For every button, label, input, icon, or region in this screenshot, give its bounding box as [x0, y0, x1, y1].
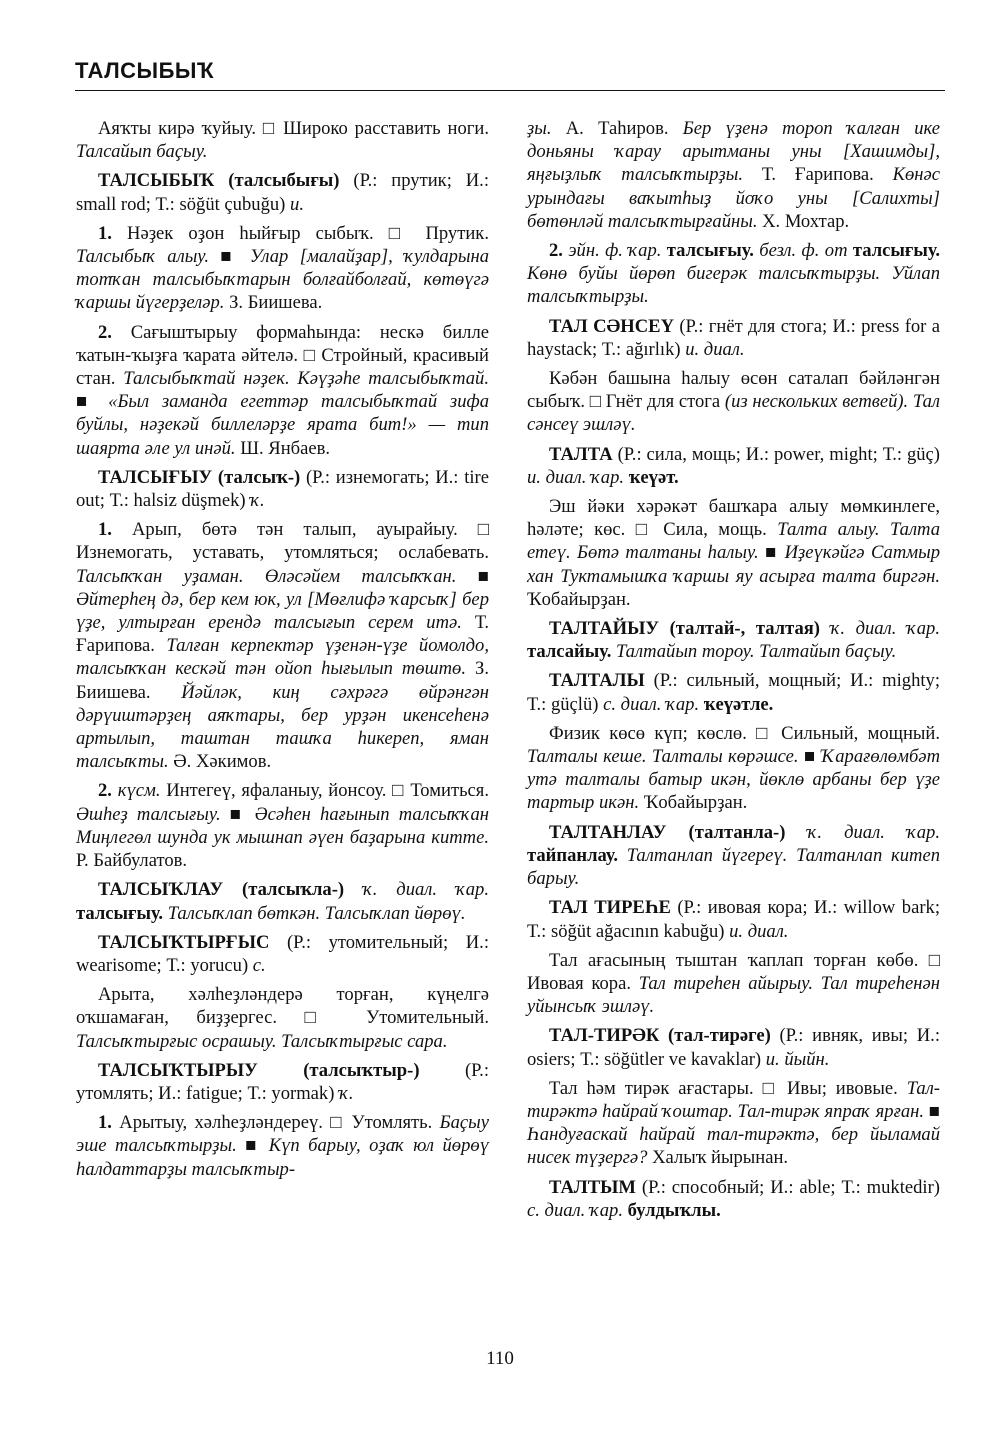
right-column-entry: ТАЛТАЛЫ (Р.: сильный, мощный; И.: mighty; Т.: güçlü) с. диал. ҡар. ҡеүәтле.: [527, 670, 940, 715]
left-column-entry: 1. Нәҙек оҙон һыйғыр сыбыҡ. □ Прутик. Талсыбыҡ алыу. ■ Улар [малайҙар], ҡулдарына тотҡан талсыбыҡтарын болғайболғай, көтөүгә ҡаршы йүгерҙеләр. З. Биишева.: [76, 222, 489, 314]
left-column: [76, 117, 489, 1187]
left-column-entry: ТАЛСЫҠТЫРЫУ (талсыҡтыр-) (Р.: утомлять; И.: fatigue; Т.: yormak) ҡ.: [76, 1059, 489, 1104]
right-column-entry: ТАЛ-ТИРӘК (тал-тирәге) (Р.: ивняк, ивы; И.: osiers; Т.: söğütler ve kavaklar) и. йыйн.: [527, 1025, 940, 1070]
left-column-entry: 1. Арытыу, хәлһеҙләндереү. □ Утомлять. Баҫыу эше талсыҡтырҙы. ■ Күп барыу, оҙаҡ юл йөрөү һалдаттарҙы талсыҡтыр-: [76, 1112, 489, 1180]
right-column-entry: ТАЛТА (Р.: сила, мощь; И.: power, might; Т.: güç) и. диал. ҡар. ҡеүәт.: [527, 443, 940, 488]
running-header: [75, 58, 945, 91]
left-column-entry: 1. Арып, бөтә тән талып, ауырайыу. □ Изнемогать, уставать, утомляться; ослабевать. Талсыҡҡан уҙаман. Өләсәйем талсыҡҡан. ■ Әйтерһең дә, бер кем юк, ул [Мөғлифә ҡарсыҡ] бер үҙе, ултырған ерендә талсығып серем итә. Т. Ғарипова. Талған керпектәр үҙенән-үҙе йомолдо, талсыҡҡан кескәй тән ойоп һығылып төштө. З. Биишева. Йәйләк, киң сәхрәгә өйрәнгән дәрүиштәрҙең аяҡтары, бер урҙән икенсеһенә артылып, таштан ташҡа һикереп, яман талсыҡты. Ә. Хәкимов.: [76, 519, 489, 773]
left-column-entry: ТАЛСЫБЫҠ (талсыбығы) (Р.: прутик; И.: small rod; Т.: söğüt çubuğu) и.: [76, 170, 489, 215]
left-column-entry: Арыта, хәлһеҙләндерә торған, күңелгә оҡшамаған, биҙҙергес. □ Утомительный. Талсыҡтырғыс осрашыу. Талсыҡтырғыс сара.: [76, 984, 489, 1052]
left-column-entry: 2. күсм. Интегеү, яфаланыу, йонсоу. □ Томиться. Әшһеҙ талсығыу. ■ Әсәһен һағынып талсыҡҡан Миңлегөл шунда ук мышнап әүен баҙарына китте. Р. Байбулатов.: [76, 780, 490, 872]
right-column-entry: 2. эйн. ф. ҡар. талсығыу. безл. ф. от талсығыу. Көнө буйы йөрөп бигерәк талсыҡтырҙы. Уйлап талсыҡтырҙы.: [527, 240, 940, 308]
left-column-entry: ТАЛСЫҠТЫРҒЫС (Р.: утомительный; И.: wearisome; Т.: yorucu) с.: [76, 931, 489, 976]
left-column-entry: 2. Сағыштырыу формаһында: нескә билле ҡатын-ҡыҙға ҡарата әйтелә. □ Стройный, красивый стан. Талсыбыҡтай нәҙек. Кәүҙәһе талсыбыҡтай. ■ «Был заманда егеттәр талсыбыҡтай зифа буйлы, нәҙекәй биллеләрҙе ярата бит!» — тип шаярта әле ул инәй. Ш. Янбаев.: [76, 321, 489, 459]
left-column-entry: ТАЛСЫҒЫУ (талсыҡ-) (Р.: изнемогать; И.: tire out; Т.: halsiz düşmek) ҡ.: [76, 466, 489, 512]
right-column-entry: ТАЛТАЙЫУ (талтай-, талтая) ҡ. диал. ҡар. талсайыу. Талтайып тороу. Талтайып баҫыу.: [527, 618, 940, 663]
right-column-entry: ТАЛ СӘНСЕҮ (Р.: гнёт для стога; И.: press for a haystack; Т.: ağırlık) и. диал.: [527, 315, 940, 360]
page-number: 110: [486, 1348, 514, 1369]
left-column-entry: Аяҡты кирә ҡуйыу. □ Широко расставить ноги. Талсайып баҫыу.: [76, 118, 489, 163]
right-column-entry: Тал һәм тирәк ағастары. □ Ивы; ивовые. Тал-тирәктә һайрай ҡоштар. Тал-тирәк япраҡ ярған. ■ Һандуғаскай һайрай тал-тирәктә, бер йыламай нисек түҙергә? Халыҡ йырынан.: [527, 1077, 940, 1169]
right-column-entry: Тал ағасының тыштан ҡаплап торған көбө. □ Ивовая кора. Тал тиреһен айырыу. Тал тиреһенән уйынсыҡ эшләү.: [527, 949, 940, 1018]
header-title: ТАЛСЫБЫҠ: [75, 58, 215, 83]
right-column-entry: ТАЛТАНЛАУ (талтанла-) ҡ. диал. ҡар. тайпанлау. Талтанлап йүгереү. Талтанлап китеп барыу.: [527, 821, 940, 890]
right-column-entry: Эш йәки хәрәкәт башҡара алыу мөмкинлеге, һәләте; көс. □ Сила, мощь. Талта алыу. Талта етеү. Бөтә талтаны һалыу. ■ Иҙеүкәйгә Сатмыр хан Туктамышҡа ҡаршы яу асырға талта биргән. Ҡобайырҙан.: [527, 496, 941, 610]
right-column: [527, 117, 940, 1228]
right-column-entry: ТАЛТЫМ (Р.: способный; И.: able; Т.: muktedir) с. диал. ҡар. булдыҡлы.: [527, 1176, 940, 1221]
right-column-entry: ТАЛ ТИРЕҺЕ (Р.: ивовая кора; И.: willow bark; Т.: söğüt ağacının kabuğu) и. диал.: [527, 897, 940, 942]
right-column-entry: ҙы. А. Таһиров. Бер үҙенә тороп ҡалған ике доньяны ҡарау арытманы уны [Хашимды], яңғыҙлыҡ талсыҡтырҙы. Т. Ғарипова. Көнәс урындағы ваҡытһыҙ йоҡо уны [Салихты] бөтөнләй талсыҡтырғайны. Х. Мохтар.: [527, 118, 940, 232]
right-column-entry: Кәбән башына һалыу өсөн саталап бәйләнгән сыбыҡ. □ Гнёт для стога (из нескольких ветвей). Тал сәнсеү эшләү.: [527, 368, 941, 436]
left-column-entry: ТАЛСЫҠЛАУ (талсыҡла-) ҡ. диал. ҡар. талсығыу. Талсыҡлап бөткән. Талсыҡлап йөрөү.: [76, 879, 489, 924]
right-column-entry: Физик көсө күп; көслө. □ Сильный, мощный. Талталы кеше. Талталы көрәшсе. ■ Ҡарағөлөмбәт утә талталы батыр икән, йөклө арбаны бер үҙе тартыр икән. Ҡобайырҙан.: [527, 722, 940, 814]
